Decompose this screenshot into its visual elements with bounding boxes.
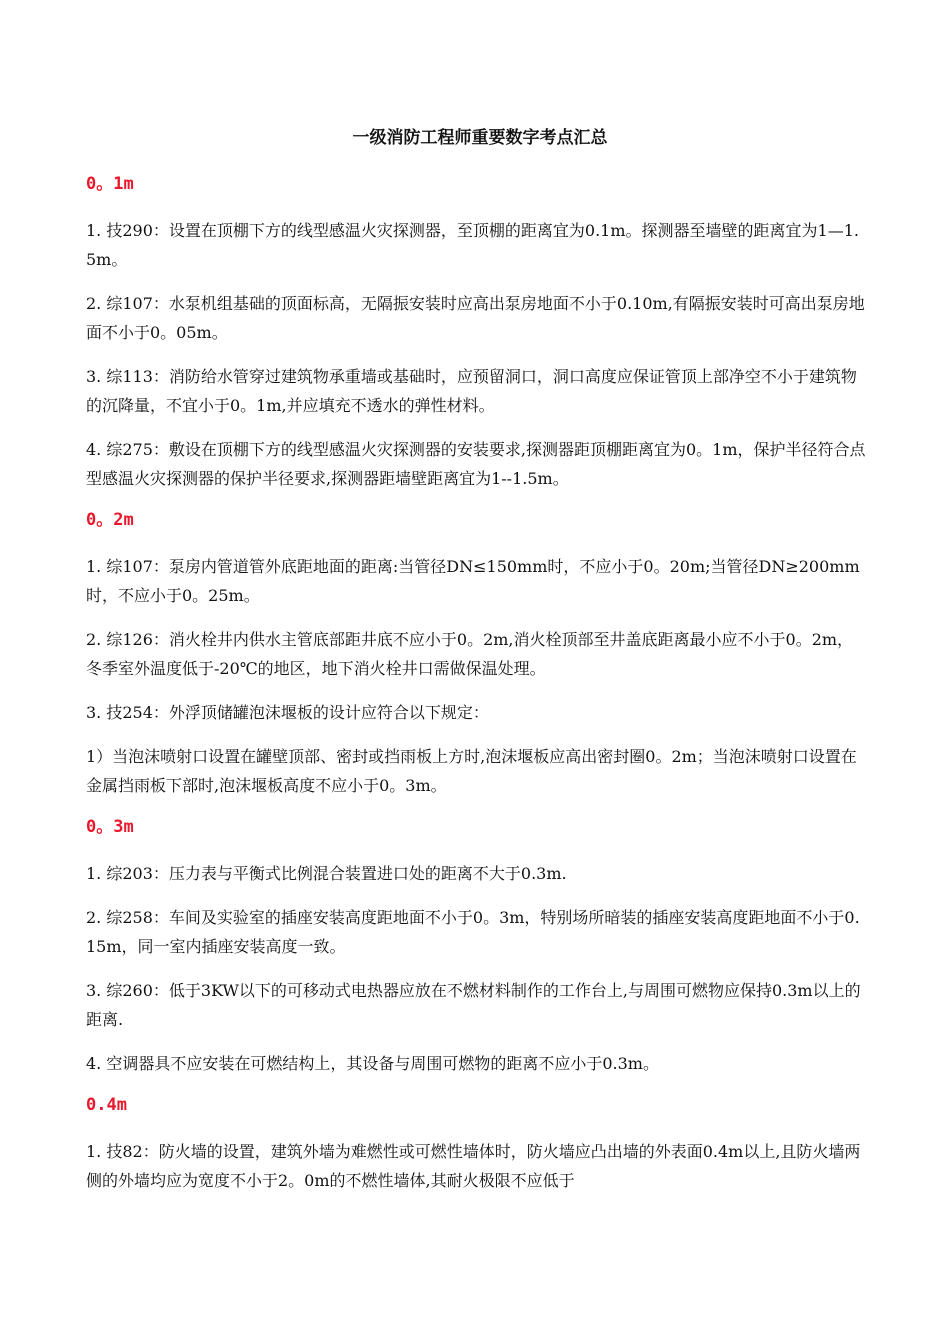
section-0-1m: [86, 172, 866, 493]
paragraph: 1. 综107：泵房内管道管外底距地面的距离:当管径DN≤150mm时，不应小于0。20m;当管径DN≥200mm时，不应小于0。25m。: [86, 557, 860, 605]
section-heading: 0。1m: [86, 174, 134, 194]
paragraph: 3. 综260：低于3KW以下的可移动式电热器应放在不燃材料制作的工作台上,与周围可燃物应保持0.3m以上的距离.: [86, 981, 861, 1029]
paragraph: 4. 空调器具不应安装在可燃结构上，其设备与周围可燃物的距离不应小于0.3m。: [86, 1054, 659, 1073]
section-0-3m: [86, 815, 866, 1078]
paragraph: 2. 综258：车间及实验室的插座安装高度距地面不小于0。3m，特别场所暗装的插座安装高度距地面不小于0.15m，同一室内插座安装高度一致。: [86, 908, 860, 956]
paragraph: 2. 综107：水泵机组基础的顶面标高，无隔振安装时应高出泵房地面不小于0.10m,有隔振安装时可高出泵房地面不小于0。05m。: [86, 294, 865, 342]
paragraph: 1）当泡沫喷射口设置在罐壁顶部、密封或挡雨板上方时,泡沫堰板应高出密封圈0。2m；当泡沫喷射口设置在金属挡雨板下部时,泡沫堰板高度不应小于0。3m。: [86, 747, 857, 795]
paragraph: 1. 技82：防火墙的设置，建筑外墙为难燃性或可燃性墙体时，防火墙应凸出墙的外表面0.4m以上,且防火墙两侧的外墙均应为宽度不小于2。0m的不燃性墙体,其耐火极限不应低于: [86, 1142, 861, 1190]
paragraph: 4. 综275：敷设在顶棚下方的线型感温火灾探测器的安装要求,探测器距顶棚距离宜为0。1m，保护半径符合点型感温火灾探测器的保护半径要求,探测器距墙壁距离宜为1--1.5m。: [86, 440, 866, 488]
document-page: [86, 126, 866, 1210]
paragraph: 1. 综203：压力表与平衡式比例混合装置进口处的距离不大于0.3m.: [86, 864, 567, 883]
document-title: 一级消防工程师重要数字考点汇总: [352, 128, 608, 148]
section-heading: 0.4m: [86, 1095, 127, 1115]
section-0-2m: [86, 508, 866, 800]
section-0-4m: [86, 1093, 866, 1195]
paragraph: 2. 综126：消火栓井内供水主管底部距井底不应小于0。2m,消火栓顶部至井盖底距离最小应不小于0。2m，冬季室外温度低于-20℃的地区，地下消火栓井口需做保温处理。: [86, 630, 854, 678]
section-heading: 0。3m: [86, 817, 134, 837]
paragraph: 1. 技290：设置在顶棚下方的线型感温火灾探测器，至顶棚的距离宜为0.1m。探测器至墙壁的距离宜为1—1.5m。: [86, 221, 859, 269]
paragraph: 3. 技254：外浮顶储罐泡沫堰板的设计应符合以下规定：: [86, 703, 489, 722]
paragraph: 3. 综113：消防给水管穿过建筑物承重墙或基础时，应预留洞口，洞口高度应保证管顶上部净空不小于建筑物的沉降量，不宜小于0。1m,并应填充不透水的弹性材料。: [86, 367, 857, 415]
section-heading: 0。2m: [86, 510, 134, 530]
